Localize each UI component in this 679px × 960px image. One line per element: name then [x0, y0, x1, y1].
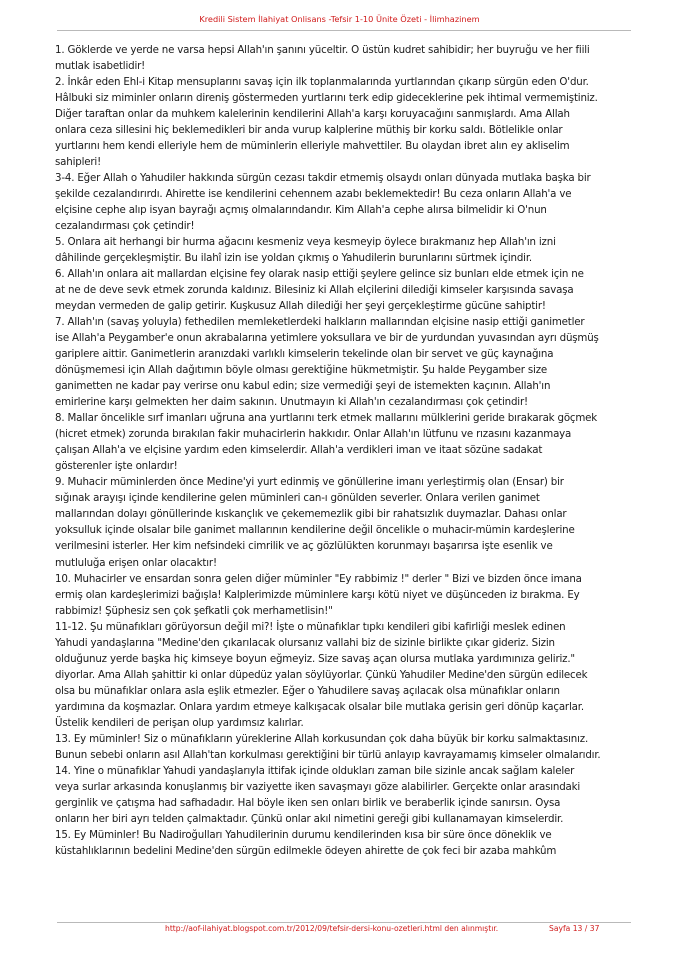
- text-line: çalışan Allah'a ve elçisine yardım eden kimselerdir. Allah'a verdikleri iman ve itaat sözüne sadakat: [55, 444, 543, 457]
- text-line: Diğer taraftan onlar da muhkem kalelerinin kendilerini Allah'a karşı koruyacağını sanmışlardı. Ama Allah: [55, 108, 570, 121]
- text-line: 14. Yine o münafıklar Yahudi yandaşlarıyla ittifak içinde oldukları zaman bile sizinle ancak sağlam kaleler: [55, 764, 575, 777]
- text-line: sahipleri!: [55, 156, 101, 169]
- text-line: 10. Muhacirler ve ensardan sonra gelen diğer müminler "Ey rabbimiz !" derler " Bizi ve bizden önce imana: [55, 572, 582, 585]
- text-line: yardımına da koşmazlar. Onlara yardım etmeye kalkışacak olsalar bile mutlaka gerisin geri dönüp kaçarlar.: [55, 700, 584, 713]
- text-line: gariplere aittir. Ganimetlerin aranızdaki varlıklı kimselerin tekelinde olan bir servet ve güç kaynağına: [55, 348, 554, 361]
- text-line: elçisine cephe alıp isyan bayrağı açmış olmalarındandır. Kim Allah'a cephe alırsa bilmelidir ki O'nun: [55, 204, 547, 217]
- header-divider: [57, 30, 631, 31]
- text-line: Bunun sebebi onların asıl Allah'tan korkulması gerektiğini bir türlü anlayıp kavrayamamış kimseler olmalarıdır.: [55, 748, 601, 761]
- text-line: yurtlarını hem kendi elleriyle hem de müminlerin elleriyle mahvettiler. Bu olaydan ibret alın ey akliselim: [55, 140, 570, 153]
- text-line: mutluluğa erişen onlar olacaktır!: [55, 556, 217, 569]
- page-header: Kredili Sistem İlahiyat Onlisans -Tefsir 1-10 Ünite Özeti - İlimhazinem: [199, 14, 480, 24]
- text-line: 5. Onlara ait herhangi bir hurma ağacını kesmeniz veya kesmeyip öylece bırakmanız hep Allah'ın izni: [55, 236, 556, 249]
- text-line: onlara ceza sillesini hiç beklemedikleri bir anda vurup kalplerine müthiş bir korku saldı. Bötlelikle onlar: [55, 124, 563, 137]
- text-line: onların her biri ayrı telden çalmaktadır. Çünkü onlar akıl nimetini gereği gibi kullanamayan kimselerdir.: [55, 812, 564, 825]
- source-link[interactable]: http://aof-ilahiyat.blogspot.com.tr/2012/09/tefsir-dersi-konu-ozetleri.html den alınmıştır.: [165, 924, 499, 933]
- text-line: diyorlar. Ama Allah şahittir ki onlar düpedüz yalan söylüyorlar. Çünkü Yahudiler Medine'den sürgün edilecek: [55, 668, 588, 681]
- text-line: 11-12. Şu münafıkları görüyorsun değil mi?! İşte o münafıklar tıpkı kendileri gibi kafirliği meslek edinen: [55, 620, 566, 633]
- text-line: 1. Göklerde ve yerde ne varsa hepsi Allah'ın şanını yüceltir. O üstün kudret sahibidir; her buyruğu ve her fiili: [55, 44, 590, 56]
- text-line: mallarından dolayı gönüllerinde kıskançlık ve çekememezlik gibi bir rahatsızlık duymazlar. Dahası onlar: [55, 508, 567, 521]
- text-line: at ne de deve sevk etmek zorunda kaldınız. Bilesiniz ki Allah elçilerini dilediği kimseler karşısında savaşa: [55, 284, 574, 297]
- text-line: veya surlar arkasında konuşlanmış bir vaziyette iken savaşmayı göze alabilirler. Gerçekte onlar arasındaki: [55, 780, 581, 793]
- text-line: cezalandırması çok çetindir!: [55, 220, 195, 233]
- text-line: dâhilinde gerçekleşmiştir. Bu ilahî izin ise yoldan çıkmış o Yahudilerin burunlarını sürtmek içindir.: [55, 252, 532, 265]
- text-line: olsa bu münafıklar onlara asla eşlik etmezler. Eğer o Yahudilere savaş açılacak olsa münafıklar onların: [55, 684, 560, 697]
- text-line: 15. Ey Müminler! Bu Nadiroğulları Yahudilerinin durumu kendilerinden kısa bir süre önce döneklik ve: [55, 828, 552, 841]
- text-line: verilmesini isterler. Her kim nefsindeki cimrilik ve aç gözlülükten korunmayı başarırsa işte esenlik ve: [55, 540, 553, 553]
- text-line: ise Allah'a Peygamber'e onun akrabalarına yetimlere yoksullara ve bir de yurdundan yuvasından ayrı düşmüş: [55, 332, 599, 345]
- text-line: şekilde cezalandırırdı. Ahirette ise kendilerini cehennem azabı beklemektedir! Bu ceza onların Allah'a ve: [55, 188, 572, 201]
- text-line: sığınak arayışı içinde kendilerine gelen müminleri can-ı gönülden severler. Onlara verilen ganimet: [55, 492, 540, 505]
- text-line: küstahlıklarının bedelini Medine'den sürgün edilmekle ödeyen ahirette de çok feci bir azaba mahkûm: [55, 844, 557, 857]
- text-line: emirlerine karşı gelmekten her daim sakının. Unutmayın ki Allah'ın cezalandırması çok çetindir!: [55, 396, 528, 409]
- text-line: yoksulluk içinde olsalar bile ganimet mallarının kendilerine değil öncelikle o muhacir-mümin kardeşlerine: [55, 524, 575, 537]
- text-line: gerginlik ve çatışma had safhadadır. Hal böyle iken sen onları birlik ve beraberlik içinde sanırsın. Oysa: [55, 796, 561, 809]
- text-line: 13. Ey müminler! Siz o münafıkların yüreklerine Allah korkusundan çok daha büyük bir korku salmaktasınız.: [55, 732, 589, 745]
- footer-divider: [57, 922, 631, 923]
- text-line: 2. İnkâr eden Ehl-i Kitap mensuplarını savaş için ilk toplanmalarında yurtlarından çıkarıp sürgün eden O'dur.: [55, 76, 589, 89]
- text-line: rabbimiz! Şüphesiz sen çok şefkatli çok merhametlisin!": [55, 604, 333, 617]
- text-line: meydan vermeden de galip getirir. Kuşkusuz Allah dilediği her şeyi gerçekleştirme gücüne sahiptir!: [55, 300, 546, 313]
- text-line: Üstelik kendileri de perişan olup yardımsız kalırlar.: [55, 716, 304, 729]
- text-line: 6. Allah'ın onlara ait mallardan elçisine fey olarak nasip ettiği şeylere gelince siz bunları elde etmek için ne: [55, 268, 584, 281]
- text-line: olduğunuz yerde başka hiç kimseye boyun eğmeyiz. Size savaş açan olursa mutlaka yardımınıza geliriz.": [55, 652, 575, 665]
- text-line: gösterenler işte onlardır!: [55, 460, 178, 473]
- text-line: 3-4. Eğer Allah o Yahudiler hakkında sürgün cezası takdir etmemiş olsaydı onları dünyada mutlaka başka bir: [55, 172, 591, 185]
- body-text: [55, 42, 635, 859]
- text-line: dönüşmemesi için Allah dağıtımın böyle olması gerektiğine hükmetmiştir. Şu halde Peygamber size: [55, 364, 548, 377]
- page-number: Sayfa 13 / 37: [549, 924, 600, 933]
- text-line: 9. Muhacir müminlerden önce Medine'yi yurt edinmiş ve gönüllerine imanı yerleştirmiş olan (Ensar) bir: [55, 476, 564, 489]
- text-line: mutlak isabetlidir!: [55, 60, 146, 73]
- text-line: ermiş olan kardeşlerimizi bağışla! Kalplerimizde müminlere karşı kötü niyet ve düşünceden iz bırakma. Ey: [55, 588, 580, 601]
- text-line: Yahudi yandaşlarına "Medine'den çıkarılacak olursanız vallahi biz de sizinle birlikte çıkar gideriz. Sizin: [55, 636, 555, 649]
- text-line: (hicret etmek) zorunda bırakılan fakir muhacirlerin hakkıdır. Onlar Allah'ın lütfunu ve rızasını kazanmaya: [55, 428, 572, 441]
- text-line: 8. Mallar öncelikle sırf imanları uğruna ana yurtlarını terk etmek mallarını mülklerini geride bırakarak göçmek: [55, 412, 598, 425]
- text-line: Hâlbuki siz miminler onların direniş göstermeden yurtlarını terk edip gideceklerine pek ihtimal vermemiştiniz.: [55, 92, 598, 105]
- text-line: 7. Allah'ın (savaş yoluyla) fethedilen memleketlerdeki halkların mallarından elçisine nasip ettiği ganimetler: [55, 316, 585, 329]
- text-line: ganimetten ne kadar pay verirse onu kabul edin; size vermediği şeyi de istemekten kaçının. Allah'ın: [55, 380, 551, 393]
